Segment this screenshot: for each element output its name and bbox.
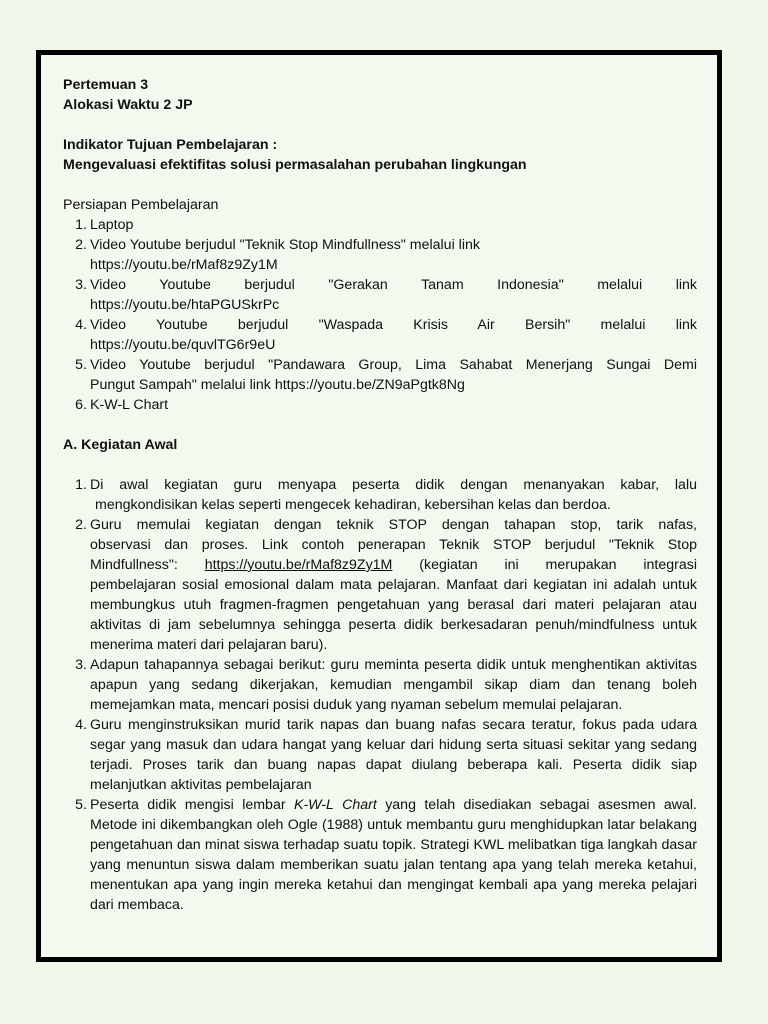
activity-list <box>63 475 697 915</box>
prep-item: 1. Laptop <box>75 217 134 233</box>
prep-item: 5. Video Youtube berjudul "Pandawara Group, Lima Sahabat Menerjang Sungai Demi Pungut Sampah" melalui link https://youtu.be/ZN9aPgtk8Ng <box>75 357 697 393</box>
prep-list <box>63 215 697 415</box>
indicator-label: Indikator Tujuan Pembelajaran : <box>63 137 278 153</box>
prep-item: 3. Video Youtube berjudul "Gerakan Tanam Indonesia" melalui link https://youtu.be/htaPGUSkrPc <box>75 277 697 313</box>
activity-item: 2. Guru memulai kegiatan dengan teknik STOP dengan tahapan stop, tarik nafas, observasi dan proses. Link contoh penerapan Teknik STOP berjudul "Teknik Stop Mindfullness": https://youtu.be/rMaf8z9Zy1M (kegiatan ini merupakan integrasi pembelajaran sosial emosional dalam mata pelajaran. Manfaat dari kegiatan ini adalah untuk membungkus utuh fragmen-fragmen pengetahuan yang berasal dari materi pelajaran atau aktivitas di jam sebelumnya sehingga peserta didik berkesadaran penuh/mindfulness untuk menerima materi dari pelajaran baru). <box>75 517 697 653</box>
prep-item: 6. K-W-L Chart <box>75 397 169 413</box>
indicator-text: Mengevaluasi efektifitas solusi permasalahan perubahan lingkungan <box>63 157 527 173</box>
time-allocation: Alokasi Waktu 2 JP <box>63 97 193 113</box>
activity-item: 3. Adapun tahapannya sebagai berikut: guru meminta peserta didik untuk menghentikan aktivitas apapun yang sedang dikerjakan, kemudian mengambil sikap diam dan tenang boleh memejamkan mata, mencari posisi duduk yang nyaman sebelum memulai pelajaran. <box>75 657 697 713</box>
activity-item: 1. Di awal kegiatan guru menyapa peserta didik dengan menanyakan kabar, lalu mengkondisikan kelas seperti mengecek kehadiran, kebersihan kelas dan berdoa. <box>75 477 697 513</box>
stop-video-link[interactable]: https://youtu.be/rMaf8z9Zy1M <box>204 557 393 573</box>
prep-item: 4. Video Youtube berjudul "Waspada Krisis Air Bersih" melalui link https://youtu.be/quvlTG6r9eU <box>75 317 697 353</box>
document-content <box>63 75 697 915</box>
activity-item: 5. Peserta didik mengisi lembar K-W-L Chart yang telah disediakan sebagai asesmen awal. Metode ini dikembangkan oleh Ogle (1988) untuk membantu guru menghidupkan latar belakang pengetahuan dan minat siswa terhadap suatu topik. Strategi KWL melibatkan tiga langkah dasar yang menuntun siswa dalam memberikan suatu jalan tentang apa yang telah mereka ketahui, menentukan apa yang ingin mereka ketahui dan mengingat kembali apa yang mereka pelajari dari membaca. <box>75 797 698 913</box>
prep-item: 2. Video Youtube berjudul "Teknik Stop Mindfullness" melalui link https://youtu.be/rMaf8z9Zy1M <box>75 237 480 273</box>
prep-title: Persiapan Pembelajaran <box>63 197 219 213</box>
meeting-label: Pertemuan 3 <box>63 77 149 93</box>
document-frame <box>36 50 722 962</box>
section-a-title: A. Kegiatan Awal <box>63 437 178 453</box>
activity-item: 4. Guru menginstruksikan murid tarik napas dan buang nafas secara teratur, fokus pada udara segar yang masuk dan udara hangat yang keluar dari hidung serta situasi sekitar yang sedang terjadi. Proses tarik dan buang napas dapat diulang beberapa kali. Peserta didik siap melanjutkan aktivitas pembelajaran <box>75 717 697 793</box>
